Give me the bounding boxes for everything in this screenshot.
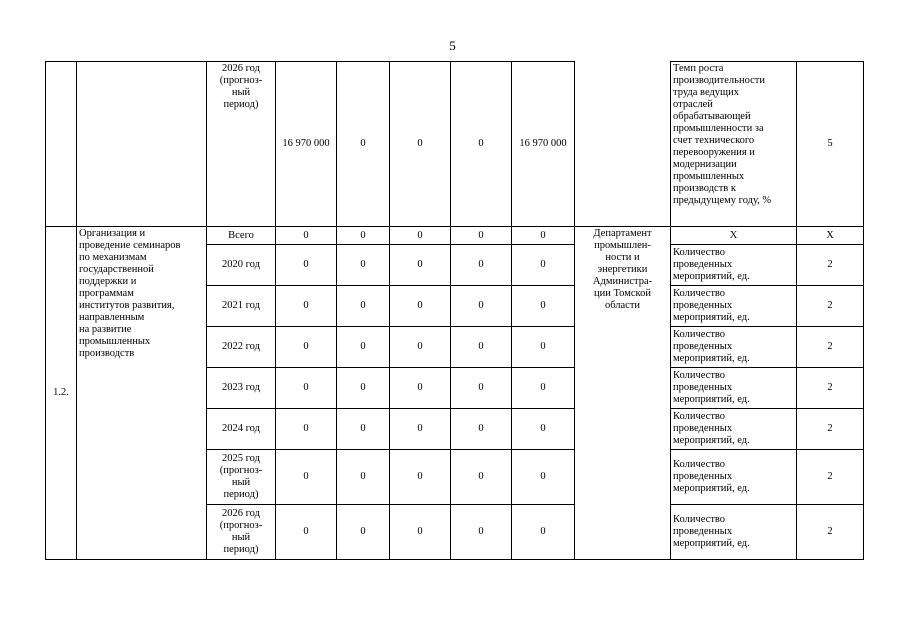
value-cell: 0 bbox=[337, 286, 390, 327]
indicator-cell: Количество проведенных мероприятий, ед. bbox=[671, 286, 797, 327]
value-cell: 0 bbox=[451, 505, 512, 560]
value-cell: 0 bbox=[451, 62, 512, 227]
value-cell: 0 bbox=[512, 368, 575, 409]
page-number: 5 bbox=[449, 38, 456, 53]
indicator-cell: Количество проведенных мероприятий, ед. bbox=[671, 327, 797, 368]
value-cell: 0 bbox=[337, 409, 390, 450]
value-cell: 0 bbox=[512, 227, 575, 245]
value-cell: 0 bbox=[390, 227, 451, 245]
value-cell: 0 bbox=[337, 505, 390, 560]
value-cell: 0 bbox=[276, 286, 337, 327]
value-cell: 0 bbox=[276, 245, 337, 286]
value-cell: 0 bbox=[512, 327, 575, 368]
value-cell: 0 bbox=[451, 286, 512, 327]
indicator-value: 2 bbox=[797, 327, 864, 368]
value-cell: 0 bbox=[451, 245, 512, 286]
executor-cell: Департамент промышлен- ности и энергетики Администра- ции Томской области bbox=[575, 227, 671, 560]
value-cell: 0 bbox=[512, 505, 575, 560]
year-cell: Всего bbox=[207, 227, 276, 245]
value-cell: 16 970 000 bbox=[276, 62, 337, 227]
value-cell: 0 bbox=[390, 368, 451, 409]
program-table bbox=[45, 61, 864, 560]
indicator-value: 2 bbox=[797, 409, 864, 450]
indicator-cell: Количество проведенных мероприятий, ед. bbox=[671, 245, 797, 286]
year-cell: 2022 год bbox=[207, 327, 276, 368]
year-cell: 2021 год bbox=[207, 286, 276, 327]
value-cell: 0 bbox=[337, 368, 390, 409]
value-cell: 0 bbox=[276, 327, 337, 368]
value-cell: 0 bbox=[276, 227, 337, 245]
indicator-cell: Количество проведенных мероприятий, ед. bbox=[671, 368, 797, 409]
value-cell: 0 bbox=[276, 368, 337, 409]
value-cell: 0 bbox=[512, 245, 575, 286]
year-cell: 2024 год bbox=[207, 409, 276, 450]
table-row-top bbox=[46, 62, 864, 227]
value-cell: 0 bbox=[451, 327, 512, 368]
value-cell: 0 bbox=[390, 62, 451, 227]
year-cell: 2026 год (прогноз- ный период) bbox=[207, 505, 276, 560]
value-cell: 0 bbox=[451, 227, 512, 245]
indicator-cell: Х bbox=[671, 227, 797, 245]
value-cell: 0 bbox=[451, 368, 512, 409]
value-cell: 0 bbox=[390, 450, 451, 505]
value-cell: 16 970 000 bbox=[512, 62, 575, 227]
cell-empty bbox=[77, 62, 207, 227]
value-cell: 0 bbox=[390, 327, 451, 368]
indicator-value: 5 bbox=[797, 62, 864, 227]
year-cell: 2026 год (прогноз- ный период) bbox=[207, 62, 276, 227]
year-cell: 2023 год bbox=[207, 368, 276, 409]
value-cell: 0 bbox=[390, 286, 451, 327]
table-row bbox=[46, 227, 864, 245]
value-cell: 0 bbox=[337, 245, 390, 286]
value-cell: 0 bbox=[512, 450, 575, 505]
value-cell: 0 bbox=[276, 409, 337, 450]
indicator-cell: Количество проведенных мероприятий, ед. bbox=[671, 505, 797, 560]
value-cell: 0 bbox=[512, 409, 575, 450]
value-cell: 0 bbox=[337, 227, 390, 245]
indicator-value: Х bbox=[797, 227, 864, 245]
cell-empty bbox=[46, 62, 77, 227]
indicator-cell: Количество проведенных мероприятий, ед. bbox=[671, 450, 797, 505]
value-cell: 0 bbox=[512, 286, 575, 327]
value-cell: 0 bbox=[390, 245, 451, 286]
value-cell: 0 bbox=[337, 327, 390, 368]
year-cell: 2025 год (прогноз- ный период) bbox=[207, 450, 276, 505]
indicator-value: 2 bbox=[797, 245, 864, 286]
value-cell: 0 bbox=[451, 450, 512, 505]
year-cell: 2020 год bbox=[207, 245, 276, 286]
section-number: 1.2. bbox=[46, 227, 77, 560]
indicator-cell: Темп роста производительности труда ведущих отраслей обрабатывающей промышленности за счет технического перевооружения и модернизации промышленных производств к предыдущему году, % bbox=[671, 62, 797, 227]
value-cell: 0 bbox=[337, 62, 390, 227]
section-title: Организация и проведение семинаров по механизмам государственной поддержки и программам институтов развития, направленным на развитие промышленных производств bbox=[77, 227, 207, 560]
value-cell: 0 bbox=[337, 450, 390, 505]
indicator-value: 2 bbox=[797, 368, 864, 409]
cell-empty bbox=[575, 62, 671, 227]
indicator-value: 2 bbox=[797, 505, 864, 560]
indicator-value: 2 bbox=[797, 286, 864, 327]
value-cell: 0 bbox=[390, 409, 451, 450]
value-cell: 0 bbox=[276, 505, 337, 560]
value-cell: 0 bbox=[390, 505, 451, 560]
value-cell: 0 bbox=[276, 450, 337, 505]
indicator-value: 2 bbox=[797, 450, 864, 505]
indicator-cell: Количество проведенных мероприятий, ед. bbox=[671, 409, 797, 450]
value-cell: 0 bbox=[451, 409, 512, 450]
